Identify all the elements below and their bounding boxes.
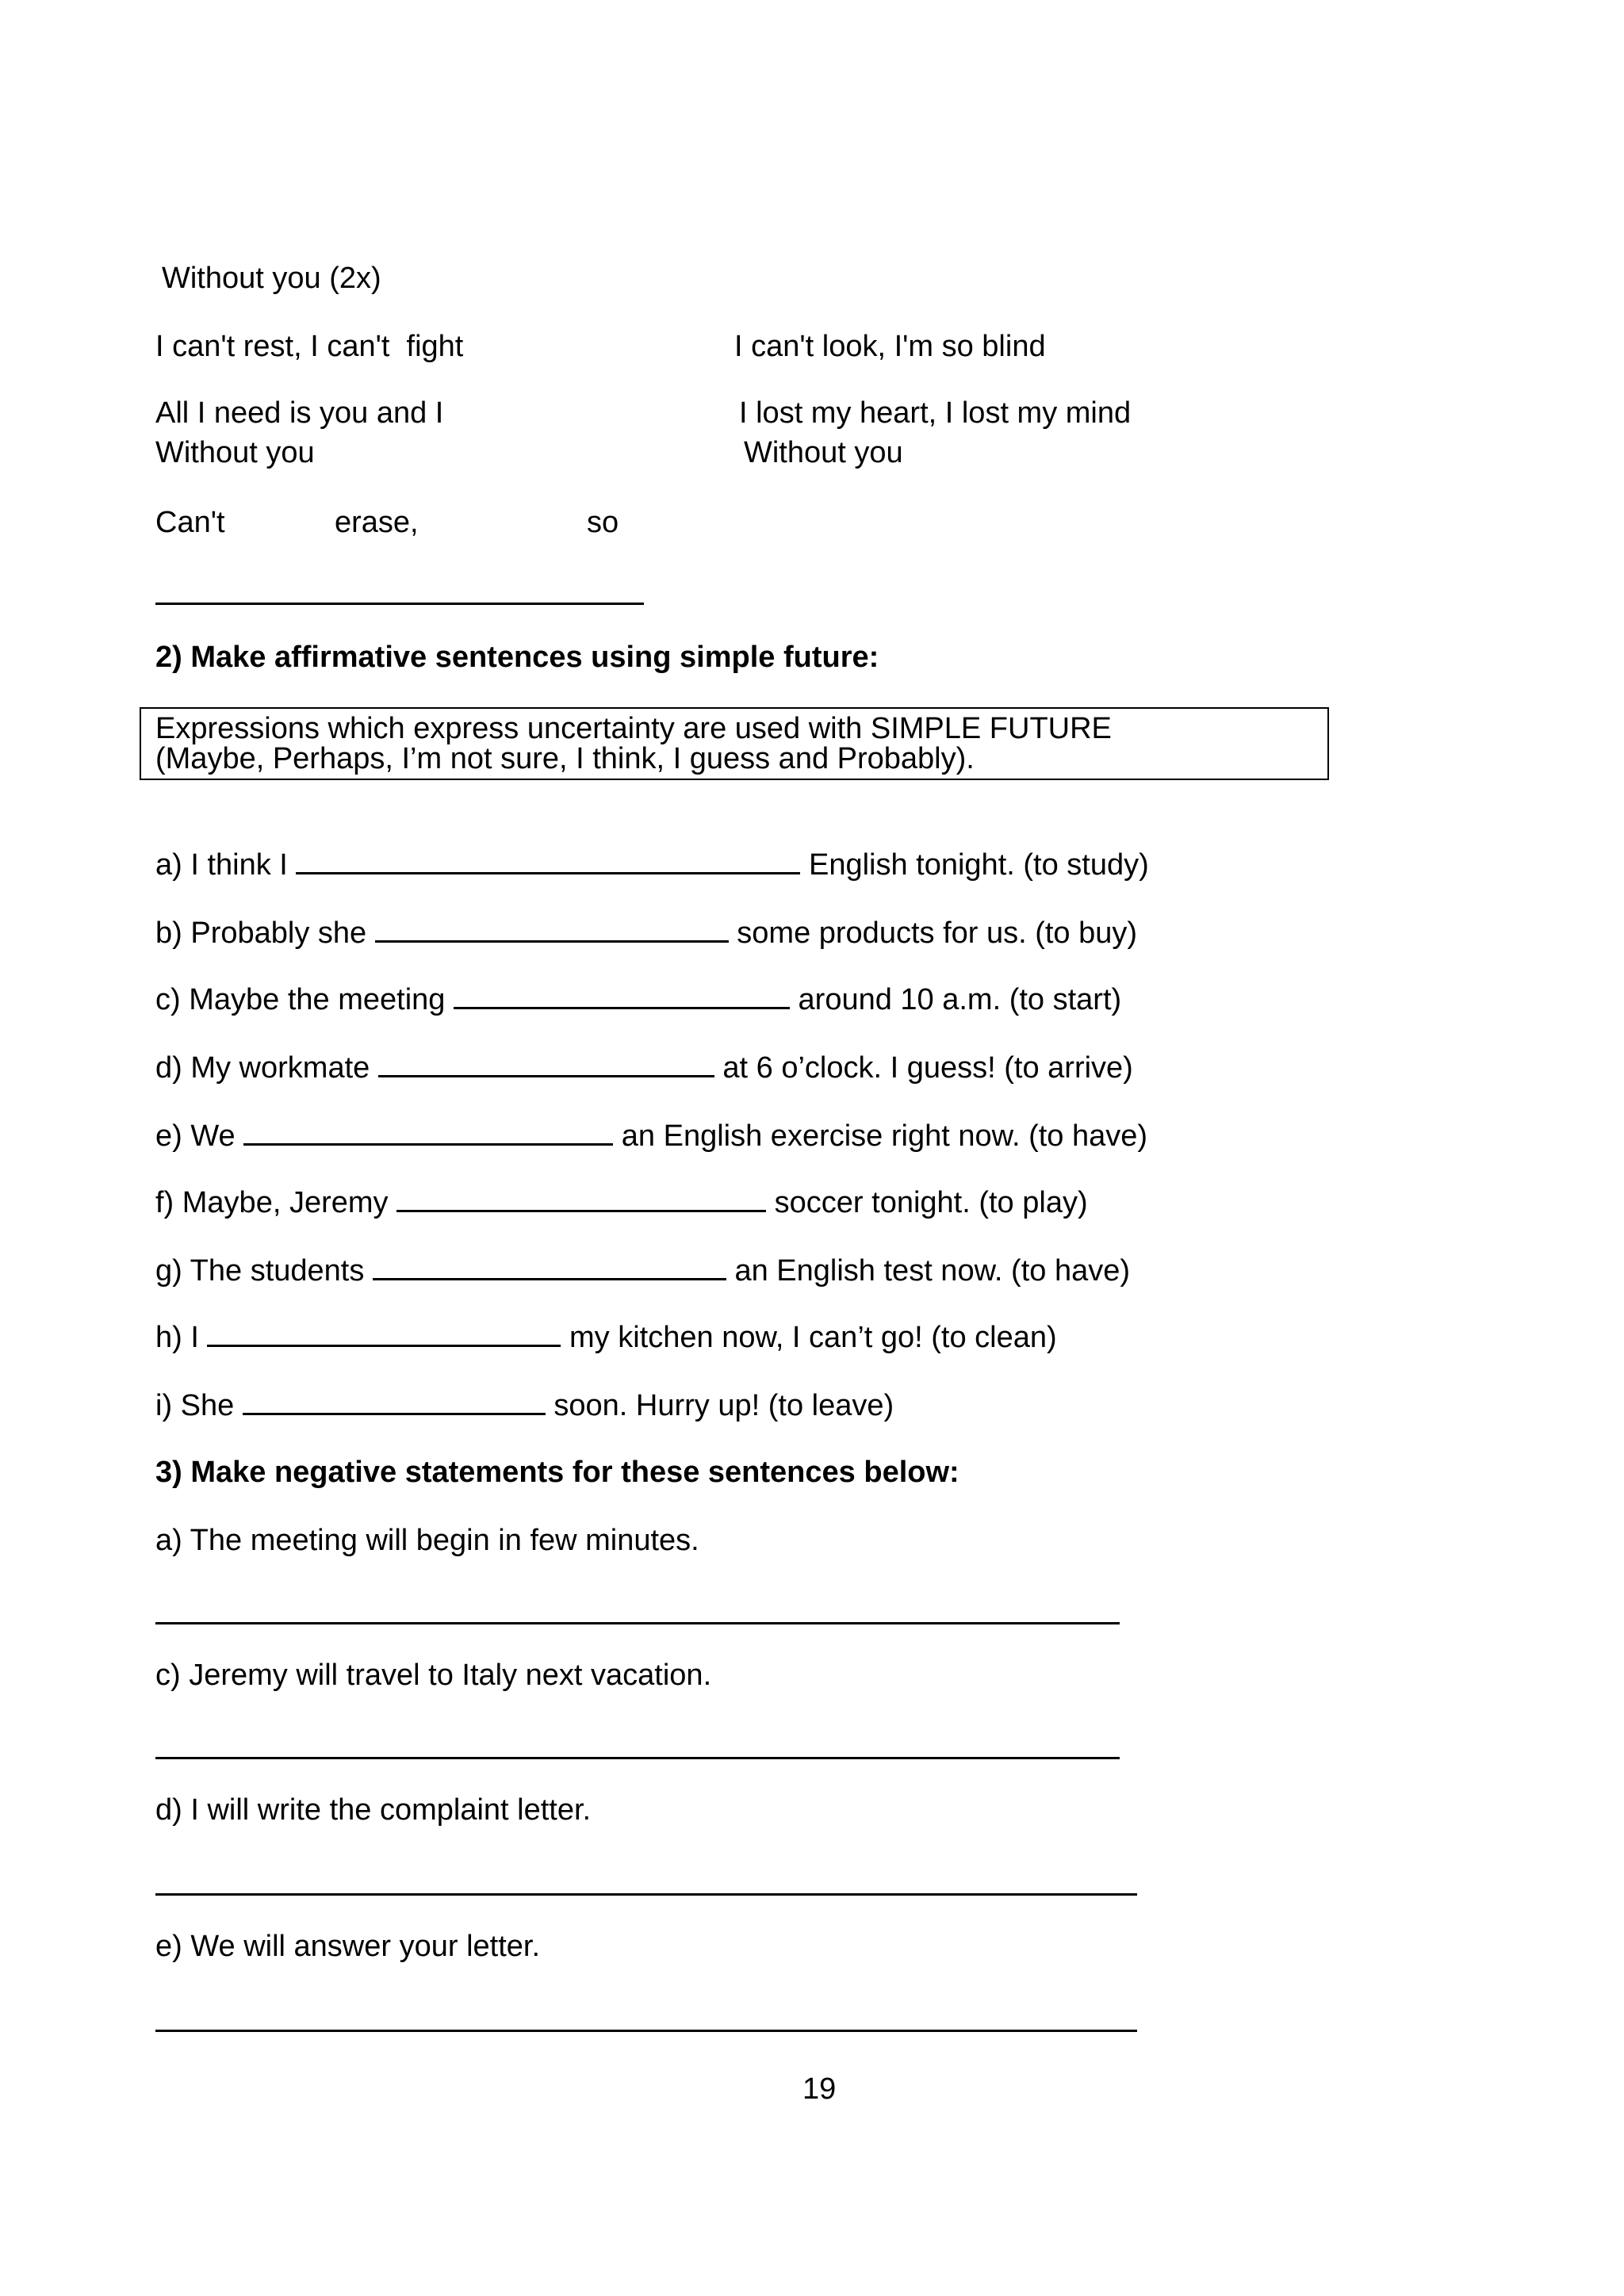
blank-field[interactable] bbox=[396, 1186, 766, 1212]
item-prefix: i) She bbox=[155, 1389, 235, 1422]
item-prefix: h) I bbox=[155, 1321, 199, 1354]
negative-item: e) We will answer your letter. bbox=[155, 1930, 541, 1963]
item-suffix: soccer tonight. (to play) bbox=[774, 1186, 1088, 1219]
song-left-line: Without you bbox=[155, 436, 315, 469]
answer-line[interactable] bbox=[155, 603, 644, 605]
item-prefix: e) We bbox=[155, 1119, 236, 1153]
item-suffix: an English test now. (to have) bbox=[734, 1254, 1130, 1288]
grammar-note-line: Expressions which express uncertainty are used with SIMPLE FUTURE bbox=[155, 712, 1112, 745]
section3-title: 3) Make negative statements for these sentences below: bbox=[155, 1456, 959, 1489]
blank-field[interactable] bbox=[378, 1051, 714, 1077]
item-prefix: d) My workmate bbox=[155, 1051, 370, 1085]
song-right-line: I lost my heart, I lost my mind bbox=[739, 396, 1132, 430]
song-right-line: I can't look, I'm so blind bbox=[734, 330, 1046, 363]
blank-field[interactable] bbox=[296, 848, 800, 874]
exercise-item bbox=[155, 915, 1137, 951]
negative-item: d) I will write the complaint letter. bbox=[155, 1793, 592, 1827]
item-suffix: English tonight. (to study) bbox=[808, 848, 1149, 882]
item-suffix: an English exercise right now. (to have) bbox=[621, 1119, 1148, 1153]
song-word: erase, bbox=[335, 506, 419, 539]
song-word: so bbox=[587, 506, 619, 539]
song-left-line: I can't rest, I can't fight bbox=[155, 330, 464, 363]
item-prefix: a) I think I bbox=[155, 848, 288, 882]
negative-item: a) The meeting will begin in few minutes. bbox=[155, 1524, 699, 1557]
item-prefix: f) Maybe, Jeremy bbox=[155, 1186, 389, 1219]
item-suffix: my kitchen now, I can’t go! (to clean) bbox=[569, 1321, 1057, 1354]
exercise-item bbox=[155, 1118, 1147, 1154]
exercise-item bbox=[155, 1387, 894, 1424]
item-prefix: b) Probably she bbox=[155, 916, 367, 950]
song-refrain: Without you (2x) bbox=[162, 262, 381, 295]
negative-item: c) Jeremy will travel to Italy next vacation. bbox=[155, 1659, 712, 1692]
answer-line[interactable] bbox=[155, 2030, 1137, 2032]
exercise-item bbox=[155, 1050, 1133, 1086]
exercise-item bbox=[155, 1319, 1057, 1356]
item-suffix: soon. Hurry up! (to leave) bbox=[553, 1389, 894, 1422]
blank-field[interactable] bbox=[243, 1389, 546, 1415]
blank-field[interactable] bbox=[373, 1254, 726, 1280]
page-number: 19 bbox=[802, 2072, 837, 2106]
blank-field[interactable] bbox=[243, 1119, 613, 1146]
blank-field[interactable] bbox=[207, 1321, 561, 1347]
answer-line[interactable] bbox=[155, 1622, 1120, 1624]
song-right-line: Without you bbox=[744, 436, 903, 469]
section2-title: 2) Make affirmative sentences using simple future: bbox=[155, 641, 879, 674]
item-prefix: g) The students bbox=[155, 1254, 365, 1288]
item-prefix: c) Maybe the meeting bbox=[155, 983, 446, 1016]
blank-field[interactable] bbox=[454, 983, 790, 1009]
exercise-item bbox=[155, 1253, 1130, 1289]
exercise-item bbox=[155, 982, 1121, 1018]
answer-line[interactable] bbox=[155, 1893, 1137, 1896]
item-suffix: some products for us. (to buy) bbox=[737, 916, 1138, 950]
blank-field[interactable] bbox=[375, 916, 729, 943]
exercise-item bbox=[155, 847, 1149, 883]
exercise-item bbox=[155, 1184, 1088, 1221]
answer-line[interactable] bbox=[155, 1757, 1120, 1759]
item-suffix: at 6 o’clock. I guess! (to arrive) bbox=[722, 1051, 1133, 1085]
item-suffix: around 10 a.m. (to start) bbox=[798, 983, 1122, 1016]
song-word: Can't bbox=[155, 506, 225, 539]
song-left-line: All I need is you and I bbox=[155, 396, 444, 430]
grammar-note-box bbox=[140, 707, 1329, 780]
grammar-note-line: (Maybe, Perhaps, I’m not sure, I think, I guess and Probably). bbox=[155, 742, 975, 775]
